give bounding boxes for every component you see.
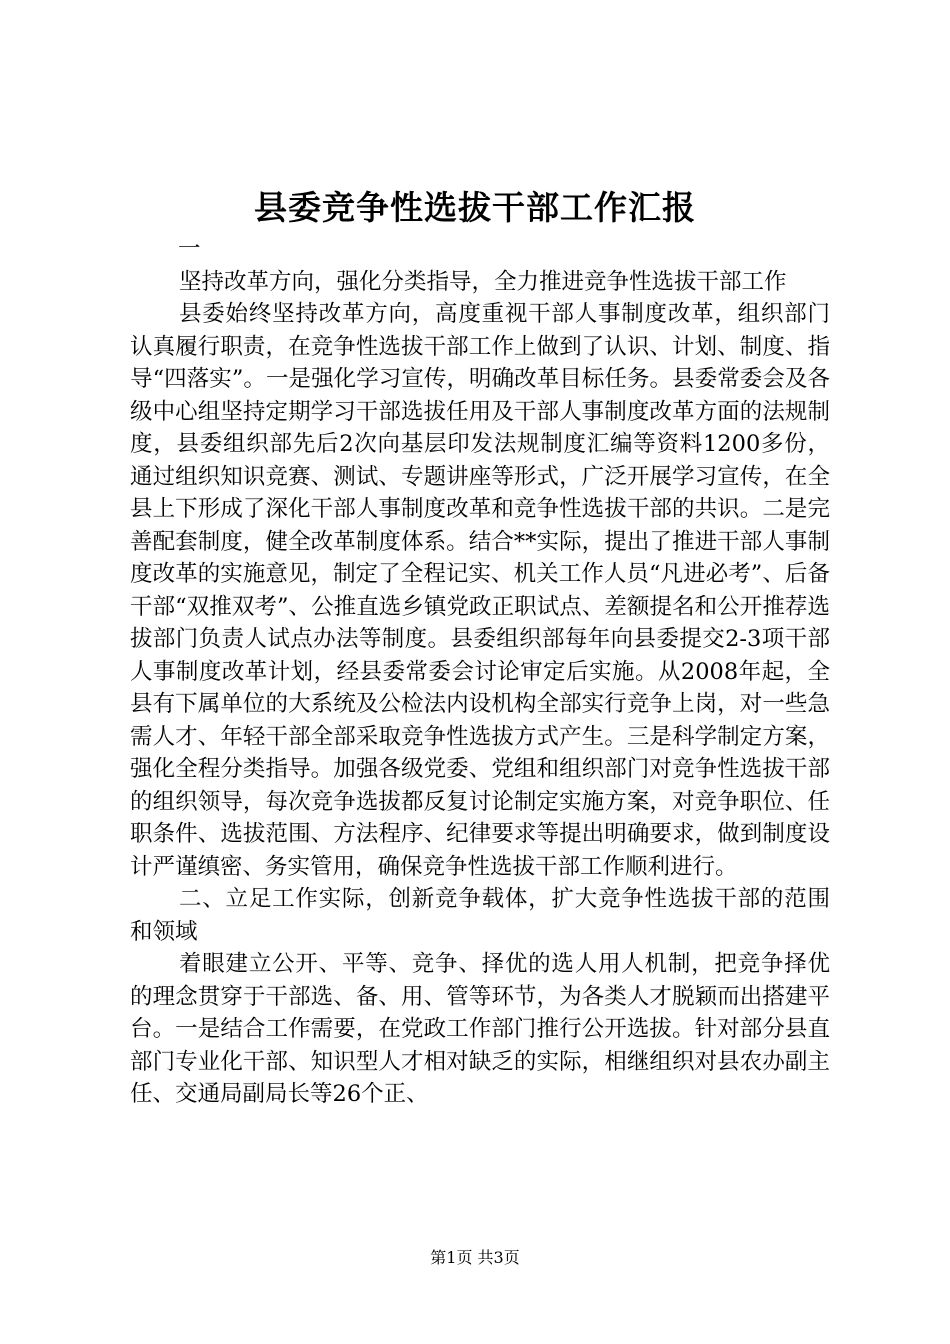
paragraph-heading-2: 二、立足工作实际，创新竞争载体，扩大竞争性选拔干部的范围和领域 — [130, 886, 830, 945]
paragraph-body-2: 着眼建立公开、平等、竞争、择优的选人用人机制，把竞争择优的理念贯穿于干部选、备、用、管等环节，为各类人才脱颖而出搭建平台。一是结合工作需要，在党政工作部门推行公开选拔。针对部分县直部门专业化干部、知识型人才相对缺乏的实际，相继组织对县农办副主任、交通局副局长等26个正、 — [130, 951, 830, 1107]
section-number: 一 — [178, 236, 201, 262]
paragraph-body-1: 县委始终坚持改革方向，高度重视干部人事制度改革，组织部门认真履行职责，在竞争性选拔干部工作上做到了认识、计划、制度、指导“四落实”。一是强化学习宣传，明确改革目标任务。县委常委会及各级中心组坚持定期学习干部选拔任用及干部人事制度改革方面的法规制度，县委组织部先后2次向基层印发法规制度汇编等资料1200多份，通过组织知识竞赛、测试、专题讲座等形式，广泛开展学习宣传，在全县上下形成了深化干部人事制度改革和竞争性选拔干部的共识。二是完善配套制度，健全改革制度体系。结合**实际，提出了推进干部人事制度改革的实施意见，制定了全程记实、机关工作人员“凡进必考”、后备干部“双推双考”、公推直选乡镇党政正职试点、差额提名和公开推荐选拔部门负责人试点办法等制度。县委组织部每年向县委提交2-3项干部人事制度改革计划，经县委常委会讨论审定后实施。从2008年起，全县有下属单位的大系统及公检法内设机构全部实行竞争上岗，对一些急需人才、年轻干部全部采取竞争性选拔方式产生。三是科学制定方案，强化全程分类指导。加强各级党委、党组和组织部门对竞争性选拔干部的组织领导，每次竞争选拔都反复讨论制定实施方案，对竞争职位、任职条件、选拔范围、方法程序、纪律要求等提出明确要求，做到制度设计严谨缜密、务实管用，确保竞争性选拔干部工作顺利进行。 — [130, 301, 830, 880]
paragraph-heading-1: 坚持改革方向，强化分类指导，全力推进竞争性选拔干部工作 — [179, 268, 787, 295]
document-title: 县委竞争性选拔干部工作汇报 — [254, 188, 696, 227]
page-footer: 第1页 共3页 — [430, 1248, 520, 1267]
document-body — [130, 233, 830, 1111]
